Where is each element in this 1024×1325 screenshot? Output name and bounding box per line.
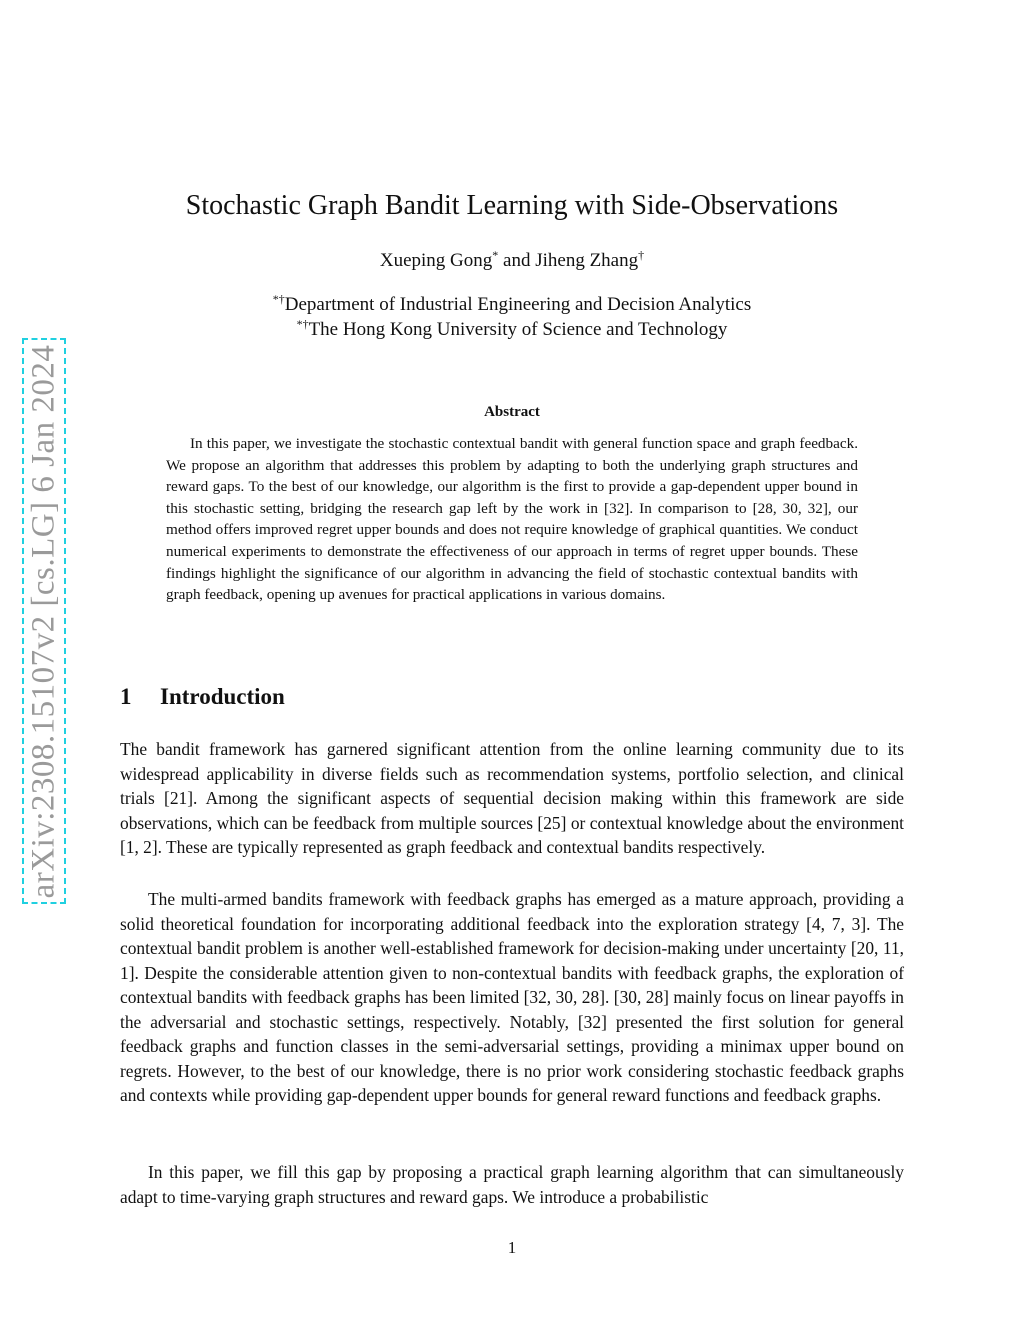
body-paragraph: The multi-armed bandits framework with feedback graphs has emerged as a mature approach, providing a solid theoretical foundation for incorporating additional feedback into the exploration strategy [4, 7, 3]. The contextual bandit problem is another well-established framework for decision-making under uncertainty [20, 11, 1]. Despite the considerable attention given to non-contextual bandits with feedback graphs, the exploration of contextual bandits with feedback graphs has been limited [32, 30, 28]. [30, 28] mainly focus on linear payoffs in the adversarial and stochastic settings, respectively. Notably, [32] presented the first solution for general feedback graphs and function classes in the semi-adversarial settings, providing a minimax upper bound on regrets. However, to the best of our knowledge, there is no prior work considering stochastic feedback graphs and contexts while providing gap-dependent upper bounds for general reward functions and feedback graphs. — [120, 889, 904, 1105]
affiliation-department — [0, 294, 1024, 316]
arxiv-stamp — [22, 338, 66, 904]
affiliation-text: The Hong Kong University of Science and Technology — [308, 319, 728, 340]
author-connector: and — [498, 250, 536, 271]
author-name: Jiheng Zhang — [535, 250, 639, 271]
section-title: Introduction — [160, 684, 285, 709]
body-paragraph: In this paper, we fill this gap by proposing a practical graph learning algorithm that can simultaneously adapt to time-varying graph structures and reward gaps. We introduce a probabilistic — [120, 1162, 904, 1207]
affiliation-text: Department of Industrial Engineering and Decision Analytics — [284, 294, 752, 315]
page-number: 1 — [507, 1238, 517, 1257]
affiliation-mark: *† — [272, 292, 285, 306]
arxiv-identifier: arXiv:2308.15107v2 [cs.LG] 6 Jan 2024 — [25, 344, 62, 898]
author-footnote-mark: * — [492, 248, 499, 262]
abstract-heading: Abstract — [484, 404, 540, 420]
abstract-text: In this paper, we investigate the stochastic contextual bandit with general function space and graph feedback. We propose an algorithm that addresses this problem by adapting to both the underlying graph structures and reward gaps. To the best of our knowledge, our algorithm is the first to provide a gap-dependent upper bound in this stochastic setting, bridging the research gap left by the work in [32]. In comparison to [28, 30, 32], our method offers improved regret upper bounds and does not require knowledge of graphical quantities. We conduct numerical experiments to demonstrate the effectiveness of our approach in terms of regret upper bounds. These findings highlight the significance of our algorithm in advancing the field of stochastic contextual bandits with graph feedback, opening up avenues for practical applications in various domains. — [166, 435, 858, 604]
body-paragraph: The bandit framework has garnered significant attention from the online learning community due to its widespread applicability in diverse fields such as recommendation systems, portfolio selection, and clinical trials [21]. Among the significant aspects of sequential decision making within this framework are side observations, which can be feedback from multiple sources [25] or contextual knowledge about the environment [1, 2]. These are typically represented as graph feedback and contextual bandits respectively. — [120, 739, 904, 857]
affiliation-university — [0, 319, 1024, 341]
author-name: Xueping Gong — [379, 250, 493, 271]
author-footnote-mark: † — [638, 248, 645, 262]
paper-title: Stochastic Graph Bandit Learning with Side-Observations — [185, 190, 839, 221]
author-line — [0, 250, 1024, 272]
section-number: 1 — [120, 684, 132, 709]
affiliation-mark: *† — [296, 317, 309, 331]
section-heading — [120, 684, 285, 710]
